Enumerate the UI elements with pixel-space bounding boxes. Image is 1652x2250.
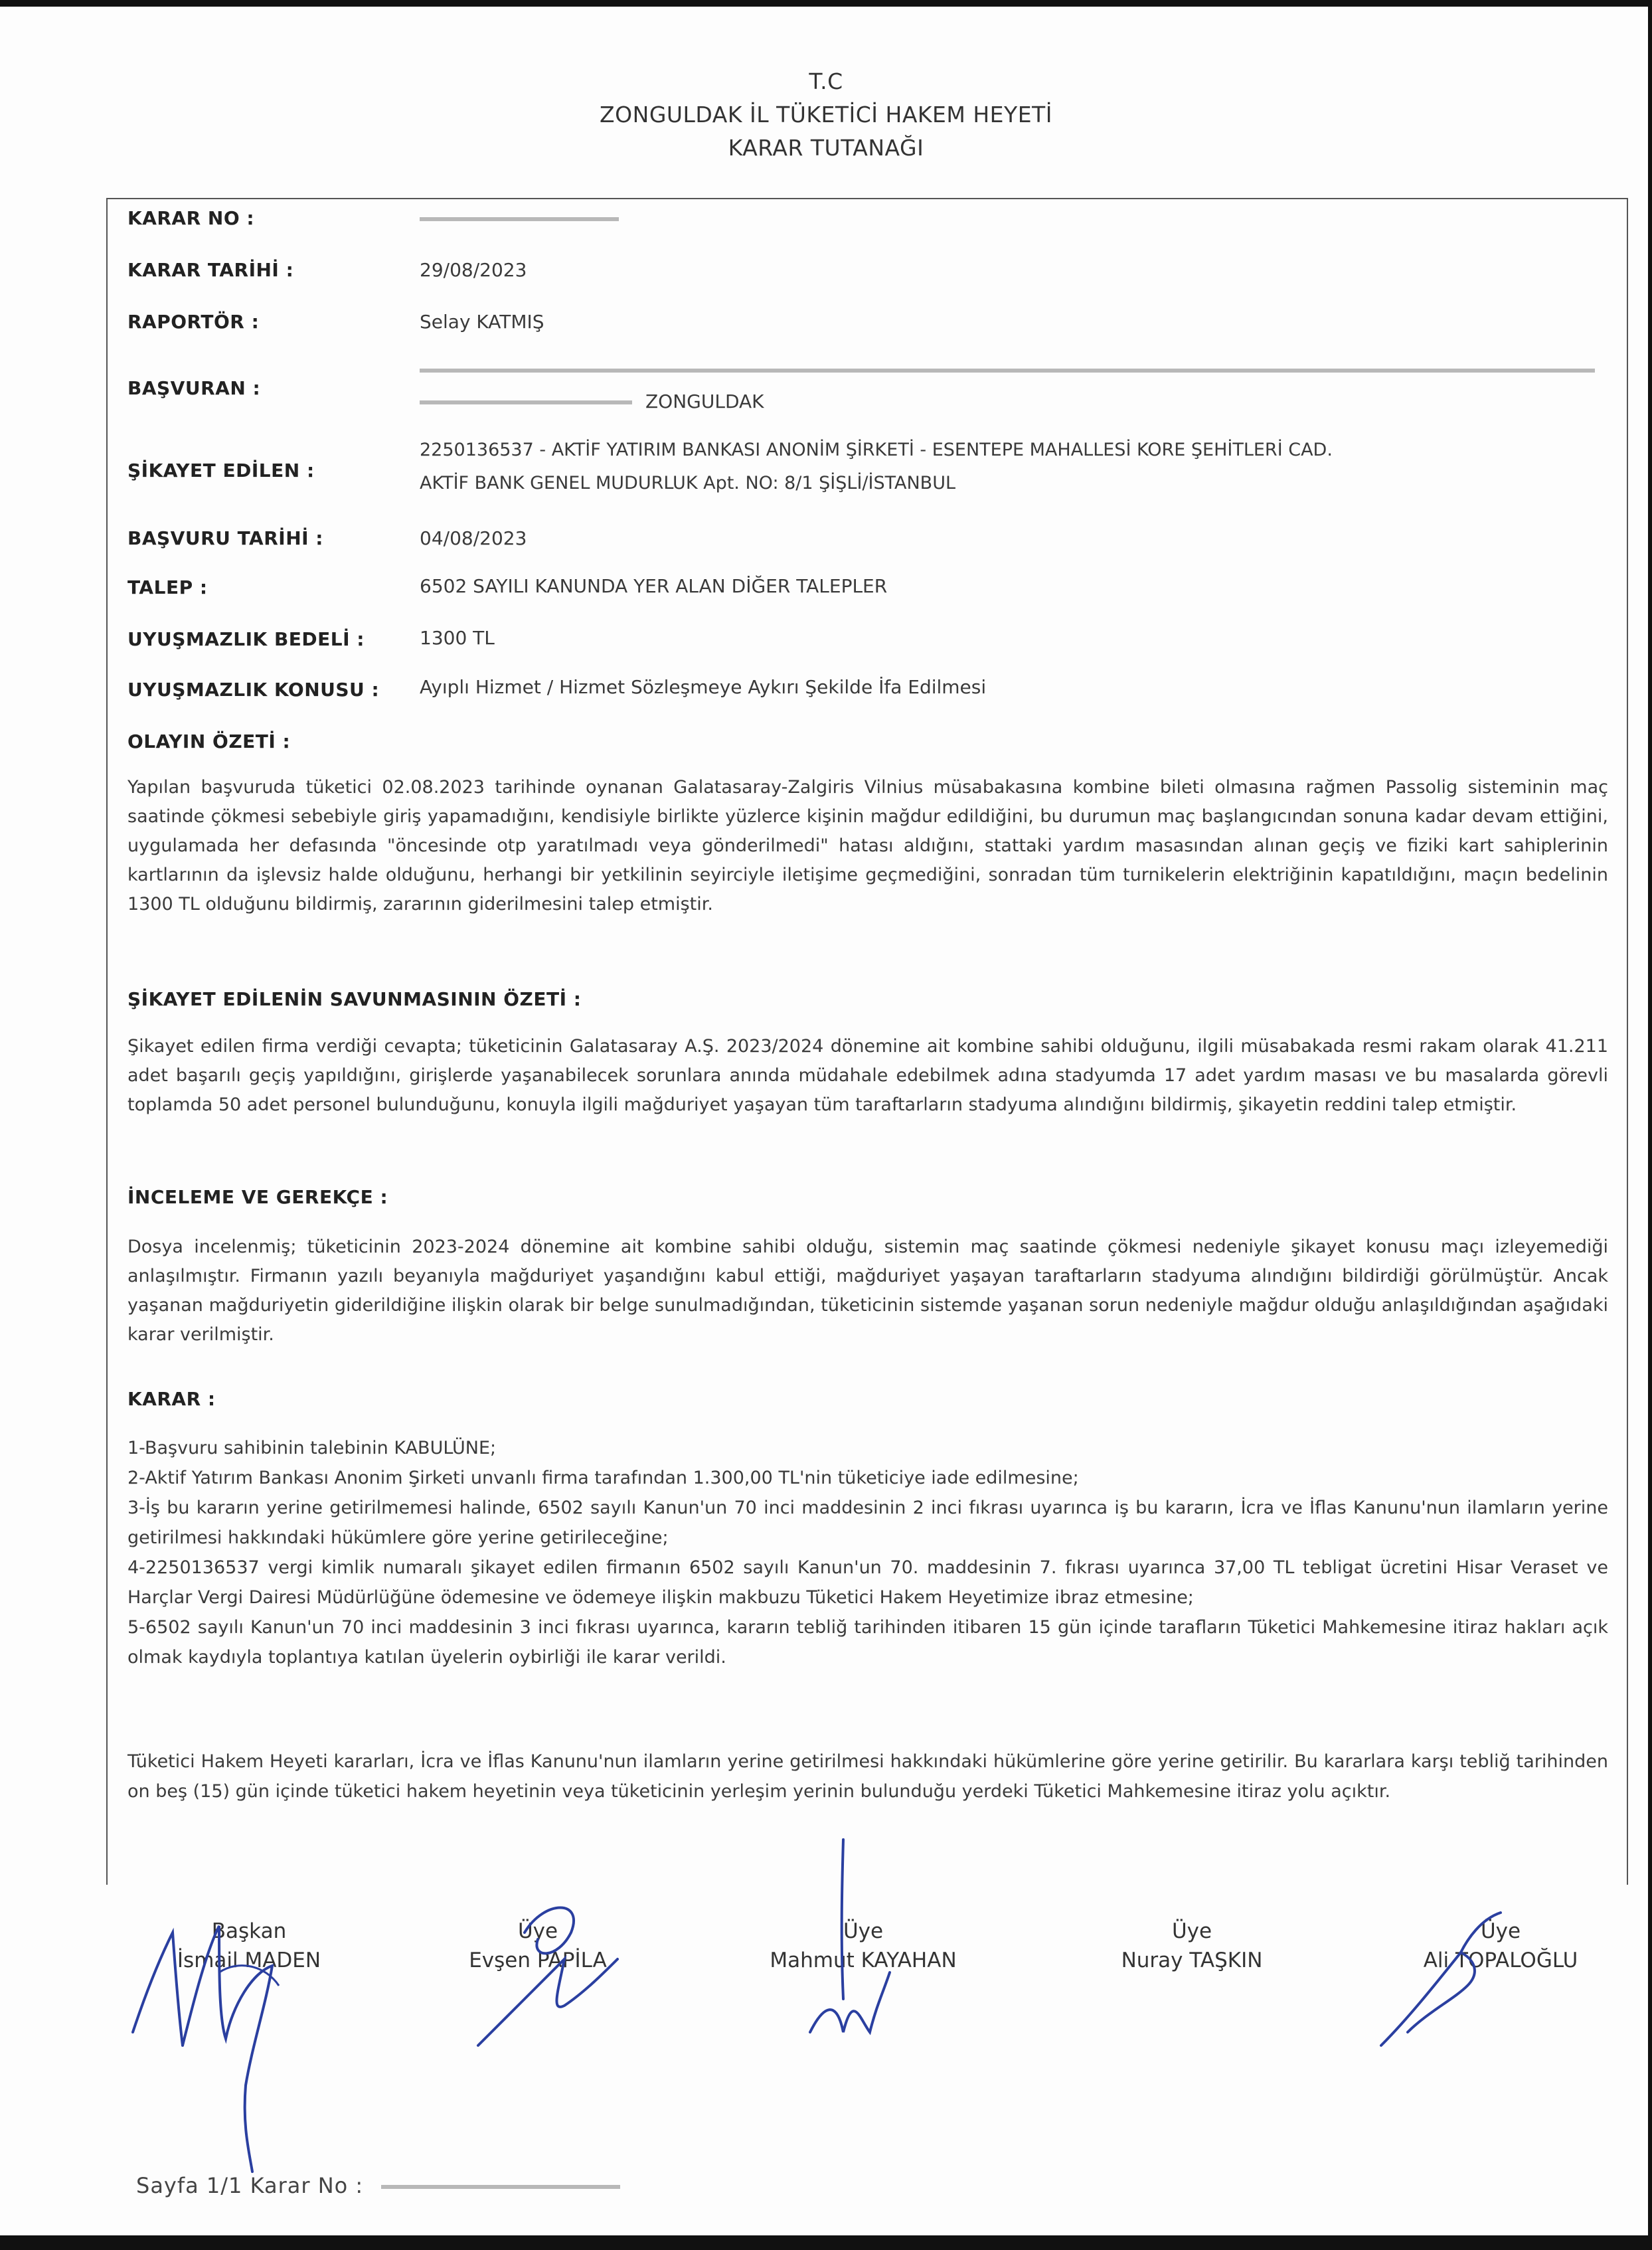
signature-block-uye-4 [1401, 1917, 1600, 1975]
basvuran-city: ZONGULDAK [645, 390, 764, 412]
karar-tarihi-value: 29/08/2023 [420, 259, 527, 281]
scan-edge-top [0, 0, 1652, 7]
savunma-text: Şikayet edilen firma verdiği cevapta; tüketicinin Galatasaray A.Ş. 2023/2024 dönemine ait kombine sahibi olduğunu, ilgili müsabakada resmi rakam olarak 41.211 adet başarılı geçiş yapıldığını, girişlerde yaşanabilecek sorunlara anında müdahale edebilmek adına stadyumda 17 adet yardım masası ve bu masalarda görevli toplamda 50 adet personel bulunduğunu, konuyla ilgili mağduriyet yaşayan tüm taraftarların stadyuma alındığını bildirmiş, şikayetin reddini talep etmiştir. [127, 1036, 1608, 1115]
signature-name: Nuray TAŞKIN [1121, 1948, 1263, 1972]
header-tc: T.C [809, 68, 843, 94]
basvuru-tarihi-value: 04/08/2023 [420, 527, 527, 549]
konu-label: UYUŞMAZLIK KONUSU : [127, 679, 380, 701]
inceleme-text: Dosya incelenmiş; tüketicinin 2023-2024 dönemine ait kombine sahibi olduğu, sistemin maç saatinde çökmesi nedeniyle şikayet konusu maçı izleyemediği anlaşılmıştır. Firmanın yazılı beyanıyla mağduriyet yaşandığını kabul ettiği, mağduriyet yaşayan taraftarların stadyuma alındığını bildirdiği görülmüştür. Ancak yaşanan mağduriyetin giderildiğine ilişkin olarak bir belge sunulmadığından, tüketicinin sistemde yaşanan sorun nedeniyle mağdur olduğu anlaşıldığından aşağıdaki karar verilmiştir. [127, 1237, 1608, 1345]
talep-value: 6502 SAYILI KANUNDA YER ALAN DİĞER TALEPLER [420, 575, 888, 597]
signature-role: Üye [1480, 1919, 1521, 1943]
karar-item: 5-6502 sayılı Kanun'un 70 inci maddesinin 3 inci fıkrası uyarınca, kararın tebliğ tarihinden itibaren 15 gün içinde tarafların Tüketici Mahkemesine itiraz hakları açık olmak kaydıyla toplantıya katılan üyelerin oybirliği ile karar verildi. [127, 1617, 1608, 1668]
basvuran-label: BAŞVURAN : [127, 377, 261, 399]
talep-label: TALEP : [127, 576, 208, 598]
sikayet-edilen-line1: 2250136537 - AKTİF YATIRIM BANKASI ANONİM ŞİRKETİ - ESENTEPE MAHALLESİ KORE ŞEHİTLERİ CAD. [420, 440, 1333, 460]
redaction-mark [420, 400, 632, 404]
signature-role: Üye [1171, 1919, 1212, 1943]
karar-no-value-redacted [420, 207, 619, 229]
raportor-label: RAPORTÖR : [127, 311, 260, 333]
raportor-value: Selay KATMIŞ [420, 311, 544, 333]
karar-closing: Tüketici Hakem Heyeti kararları, İcra ve İflas Kanunu'nun ilamların yerine getirilmesi hakkındaki hükümlerine göre yerine getirilir. Bu kararlara karşı tebliğ tarihinden on beş (15) gün içinde tüketici hakem heyetinin veya tüketicinin yerleşim yerinin bulunduğu yerdeki Tüketici Mahkemesine itiraz yolu açıktır. [127, 1751, 1608, 1802]
redaction-mark [420, 217, 619, 221]
olay-text: Yapılan başvuruda tüketici 02.08.2023 tarihinde oynanan Galatasaray-Zalgiris Vilnius müsabakasına kombine bileti olmasına rağmen Passolig sisteminin maç saatinde çökmesi sebebiyle giriş yapamadığını, kendisiyle birlikte yüzlerce kişinin mağdur edildiğini, bu durumun maç başlangıcından sonuna kadar devam ettiğini, uygulamada her defasında "öncesinde otp yaratılmadı veya gönderilmedi" hatası aldığını, stattaki yardım masasından alınan geçiş ve fiziki kart sahiplerinin kartlarının da işlevsiz halde olduğunu, herhangi bir yetkilinin seyirciyle iletişime geçmediğini, sonradan tüm turnikelerin elektriğinin kapatıldığını, maçın bedelinin 1300 TL olduğunu bildirmiş, zararının giderilmesini talep etmiştir. [127, 777, 1608, 914]
signature-role: Başkan [211, 1919, 287, 1943]
karar-no-label: KARAR NO : [127, 207, 255, 229]
basvuru-tarihi-label: BAŞVURU TARİHİ : [127, 527, 323, 549]
karar-tarihi-label: KARAR TARİHİ : [127, 259, 294, 281]
karar-item: 2-Aktif Yatırım Bankası Anonim Şirketi unvanlı firma tarafından 1.300,00 TL'nin tüketiciye iade edilmesine; [127, 1468, 1079, 1488]
page-footer [136, 2173, 620, 2198]
karar-items [127, 1433, 1608, 1672]
basvuran-value-redacted [420, 359, 1595, 381]
redaction-mark [381, 2185, 620, 2189]
signature-role: Üye [517, 1919, 558, 1943]
signature-block-baskan [153, 1917, 345, 1975]
footer-text: Sayfa 1/1 Karar No : [136, 2173, 364, 2198]
karar-title: KARAR : [127, 1388, 216, 1410]
signature-name: Ali TOPALOĞLU [1423, 1948, 1578, 1972]
karar-item: 1-Başvuru sahibinin talebinin KABULÜNE; [127, 1438, 497, 1458]
bedel-value: 1300 TL [420, 627, 495, 649]
sikayet-edilen-line2: AKTİF BANK GENEL MUDURLUK Apt. NO: 8/1 ŞİŞLİ/İSTANBUL [420, 473, 955, 493]
olay-title: OLAYIN ÖZETİ : [127, 731, 291, 752]
karar-item: 4-2250136537 vergi kimlik numaralı şikayet edilen firmanın 6502 sayılı Kanun'un 70. maddesinin 7. fıkrası uyarınca 37,00 TL tebligat ücretini Hisar Veraset ve Harçlar Vergi Dairesi Müdürlüğüne ödemesine ve ödemeye ilişkin makbuzu Tüketici Hakem Heyetimize ibraz etmesine; [127, 1557, 1608, 1608]
signature-block-uye-3 [1089, 1917, 1295, 1975]
basvuran-address [420, 390, 764, 412]
header-institution: ZONGULDAK İL TÜKETİCİ HAKEM HEYETİ [600, 102, 1052, 128]
signature-block-uye-1 [452, 1917, 624, 1975]
signature-name: Evşen PAPİLA [469, 1948, 607, 1972]
bedel-label: UYUŞMAZLIK BEDELİ : [127, 628, 365, 650]
konu-value: Ayıplı Hizmet / Hizmet Sözleşmeye Aykırı Şekilde İfa Edilmesi [420, 676, 987, 698]
header-doc-title: KARAR TUTANAĞI [728, 135, 924, 161]
redaction-mark [420, 369, 1595, 373]
signature-name: İsmail MADEN [177, 1948, 321, 1972]
scan-edge-bottom [0, 2235, 1652, 2250]
signature-name: Mahmut KAYAHAN [770, 1948, 957, 1972]
savunma-title: ŞİKAYET EDİLENİN SAVUNMASININ ÖZETİ : [127, 988, 582, 1010]
signature-block-uye-2 [750, 1917, 976, 1975]
scan-edge-right [1648, 0, 1652, 2250]
document-header [0, 65, 1652, 165]
inceleme-title: İNCELEME VE GEREKÇE : [127, 1186, 388, 1208]
karar-item: 3-İş bu kararın yerine getirilmemesi halinde, 6502 sayılı Kanun'un 70 inci maddesinin 2 inci fıkrası uyarınca iş bu kararın, İcra ve İflas Kanunu'nun ilamların yerine getirilmesi hakkındaki hükümlere göre yerine getirileceğine; [127, 1498, 1608, 1548]
signature-role: Üye [843, 1919, 884, 1943]
sikayet-edilen-label: ŞİKAYET EDİLEN : [127, 460, 315, 481]
